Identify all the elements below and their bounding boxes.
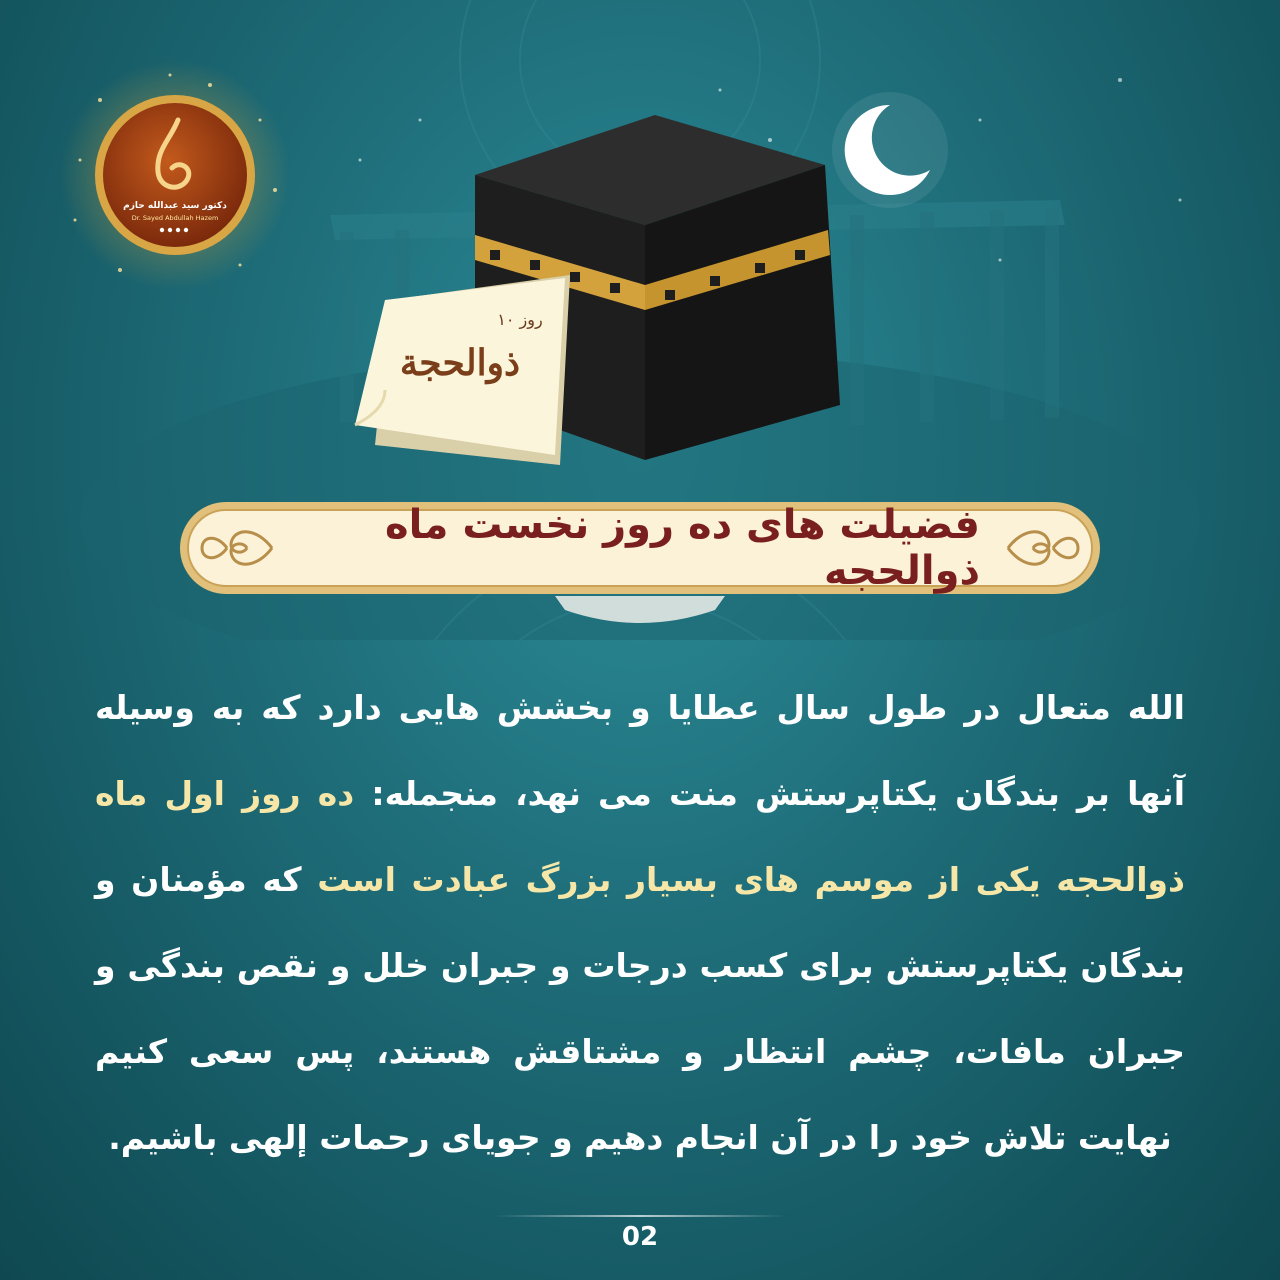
logo-name-fa: دکتور سید عبدالله حازم — [123, 201, 227, 211]
page-divider — [495, 1215, 785, 1217]
body-text-part2: که مؤمنان و بندگان یکتاپرستش برای کسب درجات و جبران خلل و نقص بندگی و جبران مافات، چشم انتظار و مشتاقش هستند، پس سعی کنیم نهایت تلاش خود را در آن انجام دهیم و جویای رحمات إلهی باشیم. — [95, 860, 1185, 1157]
calendar-dhulhijjah — [345, 270, 585, 470]
page-title: فضیلت های ده روز نخست ماه ذوالحجه — [385, 502, 980, 594]
calendar-small-text: ۱۰ روز — [497, 310, 543, 329]
banner-tab — [555, 596, 725, 630]
page-number: 02 — [621, 1222, 659, 1252]
body-text-part1: الله متعال در طول سال عطایا و بخشش هایی دارد که به وسیله آنها بر بندگان یکتاپرستش منت می نهد، منجمله: — [95, 688, 1186, 813]
logo-name-en: Dr. Sayed Abdullah Hazem — [131, 214, 219, 222]
body-highlight: ده روز اول ماه ذوالحجه یکی از موسم های بسیار بزرگ عبادت است — [95, 774, 1185, 899]
calendar-main-text: ذوالحجة — [399, 342, 521, 384]
body-paragraph — [95, 665, 1185, 1181]
brand-logo — [60, 60, 290, 290]
